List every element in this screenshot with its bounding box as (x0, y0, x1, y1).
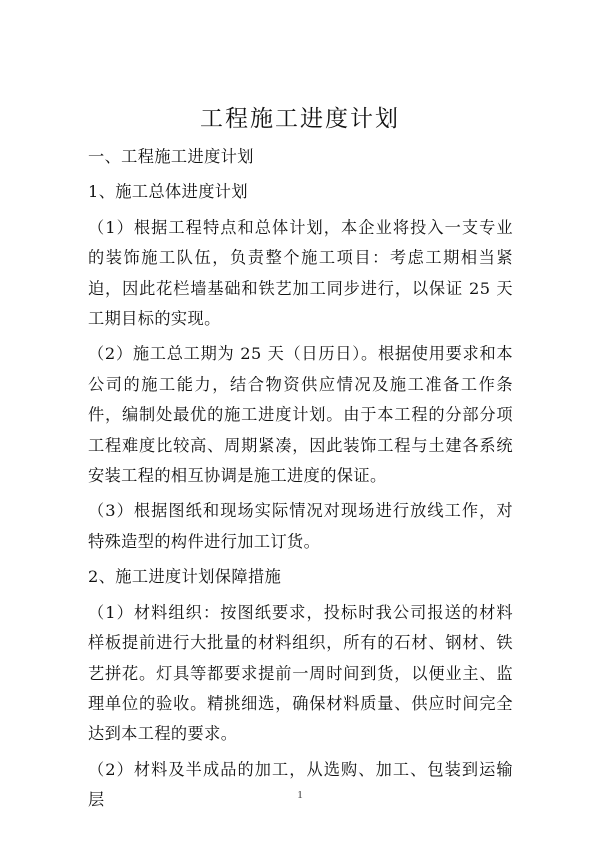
subsection-heading: 1、施工总体进度计划 (88, 182, 248, 202)
page-number: 1 (297, 789, 303, 801)
paragraph: （1）根据工程特点和总体计划，本企业将投入一支专业的装饰施工队伍，负责整个施工项目：考虑工期相当紧迫，因此花栏墙基础和铁艺加工同步进行，以保证 25 天工期目标的实现。 (88, 217, 513, 329)
paragraph: （2）施工总工期为 25 天（日历日）。根据使用要求和本公司的施工能力，结合物资供应情况及施工准备工作条件，编制处最优的施工进度计划。由于本工程的分部分项工程难度比较高、周期紧凑，因此装饰工程与土建各系统安装工程的相互协调是施工进度的保证。 (88, 344, 513, 486)
section-heading: 一、工程施工进度计划 (88, 147, 254, 166)
document-body (88, 142, 513, 821)
paragraph: （2）材料及半成品的加工，从选购、加工、包装到运输层 (88, 759, 513, 810)
paragraph: （1）材料组织：按图纸要求，投标时我公司报送的材料样板提前进行大批量的材料组织，所有的石材、钢材、铁艺拼花。灯具等都要求提前一周时间到货，以便业主、监理单位的验收。精挑细选，确保材料质量、供应时间完全达到本工程的要求。 (88, 602, 513, 744)
document-title: 工程施工进度计划 (200, 106, 400, 132)
paragraph: （3）根据图纸和现场实际情况对现场进行放线工作，对特殊造型的构件进行加工订货。 (88, 501, 513, 551)
subsection-heading: 2、施工进度计划保障措施 (88, 567, 282, 587)
